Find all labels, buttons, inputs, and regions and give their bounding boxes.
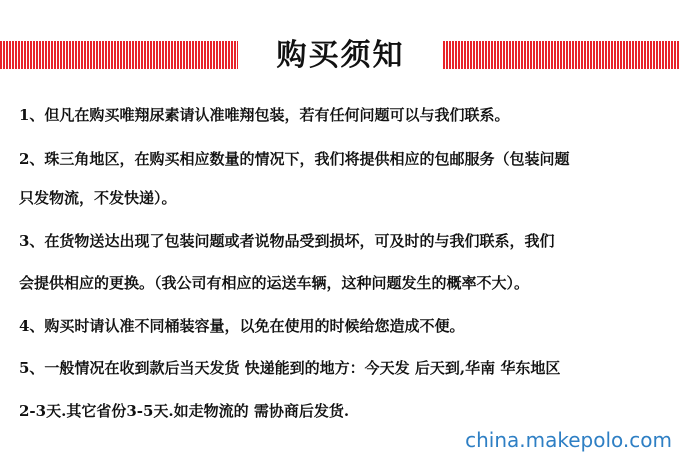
notice-line-5: 5、一般情况在收到款后当天发货 快递能到的地方：今天发 后天到,华南 华东地区 xyxy=(19,359,561,377)
notice-line-1: 1、但凡在购买唯翔尿素请认准唯翔包装，若有任何问题可以与我们联系。 xyxy=(19,106,510,124)
notice-line-3: 3、在货物送达出现了包装问题或者说物品受到损坏，可及时的与我们联系，我们 xyxy=(19,232,555,250)
notice-line-2-cont: 只发物流，不发快递）。 xyxy=(19,189,177,207)
page-title: 购买须知 xyxy=(276,38,405,73)
watermark-text: china.makepolo.com xyxy=(465,428,672,452)
notice-line-4: 4、购买时请认准不同桶装容量，以免在使用的时候给您造成不便。 xyxy=(19,317,465,335)
notice-line-5-cont: 2-3天.其它省份3-5天.如走物流的 需协商后发货. xyxy=(19,402,350,420)
notice-header xyxy=(0,34,680,78)
notice-line-3-cont: 会提供相应的更换。（我公司有相应的运送车辆，这种问题发生的概率不大）。 xyxy=(19,274,530,292)
header-stripe-left xyxy=(0,41,238,69)
notice-line-2: 2、珠三角地区，在购买相应数量的情况下，我们将提供相应的包邮服务（包装问题 xyxy=(19,150,570,168)
header-stripe-right xyxy=(443,41,680,69)
